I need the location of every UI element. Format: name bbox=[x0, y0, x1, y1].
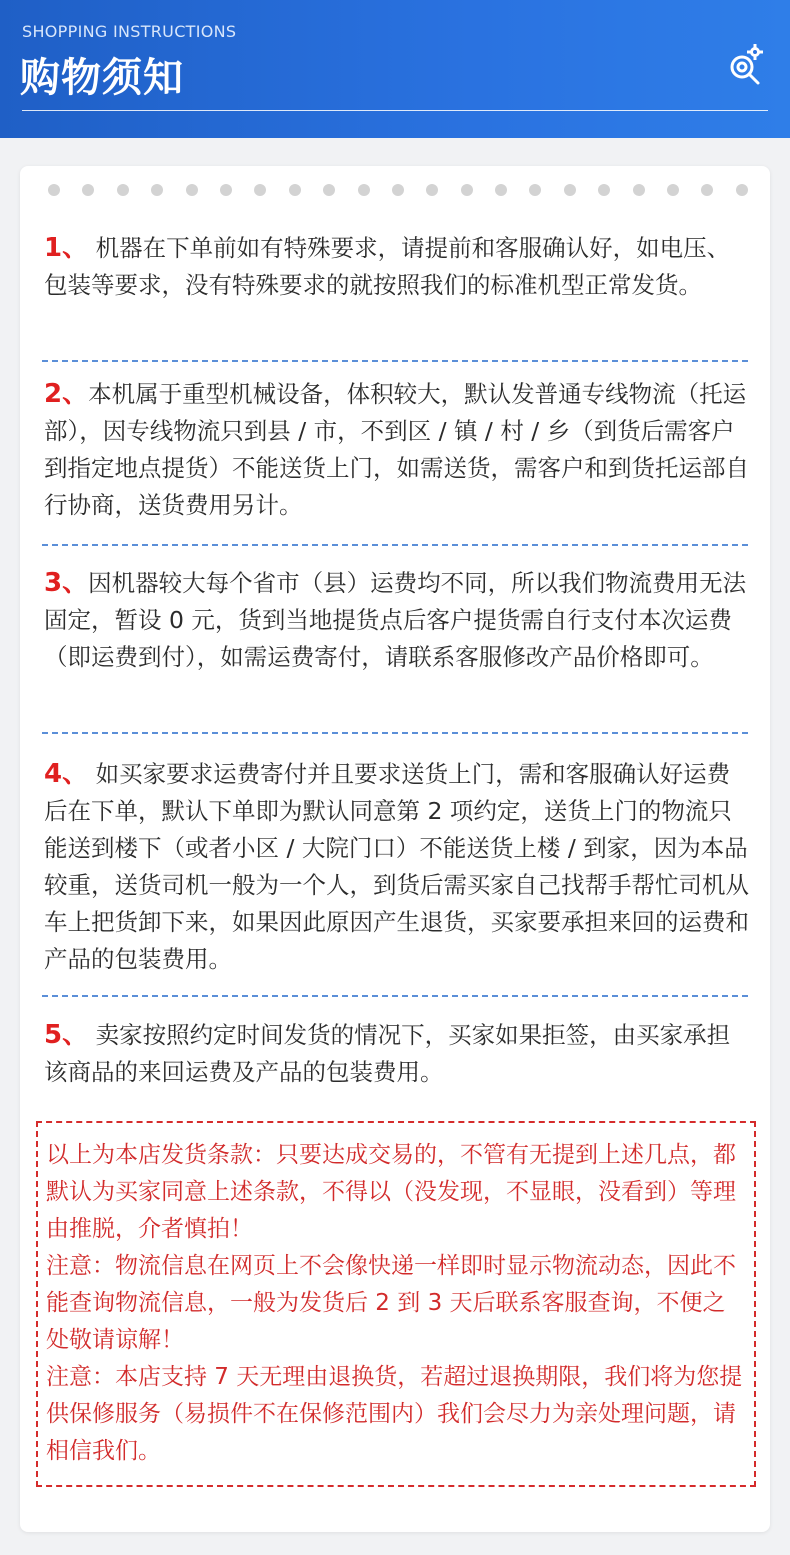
instructions-card bbox=[20, 166, 770, 1532]
instruction-item-3 bbox=[44, 565, 750, 676]
item-text: 卖家按照约定时间发货的情况下，买家如果拒签，由买家承担该商品的来回运费及产品的包装费用。 bbox=[44, 1021, 731, 1086]
item-text: 因机器较大每个省市（县）运费均不同，所以我们物流费用无法固定，暂设 0 元，货到当地提货点后客户提货需自行支付本次运费（即运费到付），如需运费寄付，请联系客服修改产品价格即可。 bbox=[44, 569, 747, 671]
instruction-item-5 bbox=[44, 1017, 750, 1091]
dashed-separator bbox=[42, 360, 748, 362]
item-number: 1、 bbox=[44, 233, 89, 263]
item-text: 机器在下单前如有特殊要求，请提前和客服确认好，如电压、包装等要求，没有特殊要求的就按照我们的标准机型正常发货。 bbox=[44, 234, 731, 299]
header-divider bbox=[22, 110, 768, 111]
dashed-separator bbox=[42, 995, 748, 997]
shipping-terms-notice bbox=[36, 1121, 756, 1487]
item-number: 3、 bbox=[44, 568, 89, 598]
item-number: 4、 bbox=[44, 759, 89, 789]
item-text: 本机属于重型机械设备，体积较大，默认发普通专线物流（托运部），因专线物流只到县 / 市，不到区 / 镇 / 村 / 乡（到货后需客户到指定地点提货）不能送货上门，如需送货，需客户和到货托运部自行协商，送货费用另计。 bbox=[44, 380, 749, 519]
decorative-dots bbox=[48, 184, 748, 196]
notice-paragraph-logistics: 注意：物流信息在网页上不会像快递一样即时显示物流动态，因此不能查询物流信息，一般为发货后 2 到 3 天后联系客服查询，不便之处敬请谅解！ bbox=[46, 1253, 736, 1353]
item-number: 5、 bbox=[44, 1020, 89, 1050]
item-text: 如买家要求运费寄付并且要求送货上门，需和客服确认好运费后在下单，默认下单即为默认同意第 2 项约定，送货上门的物流只能送到楼下（或者小区 / 大院门口）不能送货上楼 / 到家，因为本品较重，送货司机一般为一个人，到货后需买家自己找帮手帮忙司机从车上把货卸下来，如果因此原因产生退货，买家要承担来回的运费和产品的包装费用。 bbox=[44, 760, 749, 973]
dashed-separator bbox=[42, 544, 748, 546]
gear-magnifier-icon bbox=[722, 42, 768, 88]
header-banner bbox=[0, 0, 790, 138]
instruction-item-1 bbox=[44, 230, 750, 304]
header-subtitle: SHOPPING INSTRUCTIONS bbox=[22, 22, 237, 41]
instruction-item-2 bbox=[44, 376, 750, 524]
instruction-item-4 bbox=[44, 756, 750, 978]
item-number: 2、 bbox=[44, 379, 89, 409]
dashed-separator bbox=[42, 732, 748, 734]
page-title: 购物须知 bbox=[20, 55, 184, 101]
notice-paragraph-returns: 注意：本店支持 7 天无理由退换货，若超过退换期限，我们将为您提供保修服务（易损件不在保修范围内）我们会尽力为亲处理问题，请相信我们。 bbox=[46, 1364, 743, 1464]
notice-paragraph-terms: 以上为本店发货条款：只要达成交易的，不管有无提到上述几点，都默认为买家同意上述条款，不得以（没发现，不显眼，没看到）等理由推脱，介者慎拍！ bbox=[46, 1142, 736, 1242]
